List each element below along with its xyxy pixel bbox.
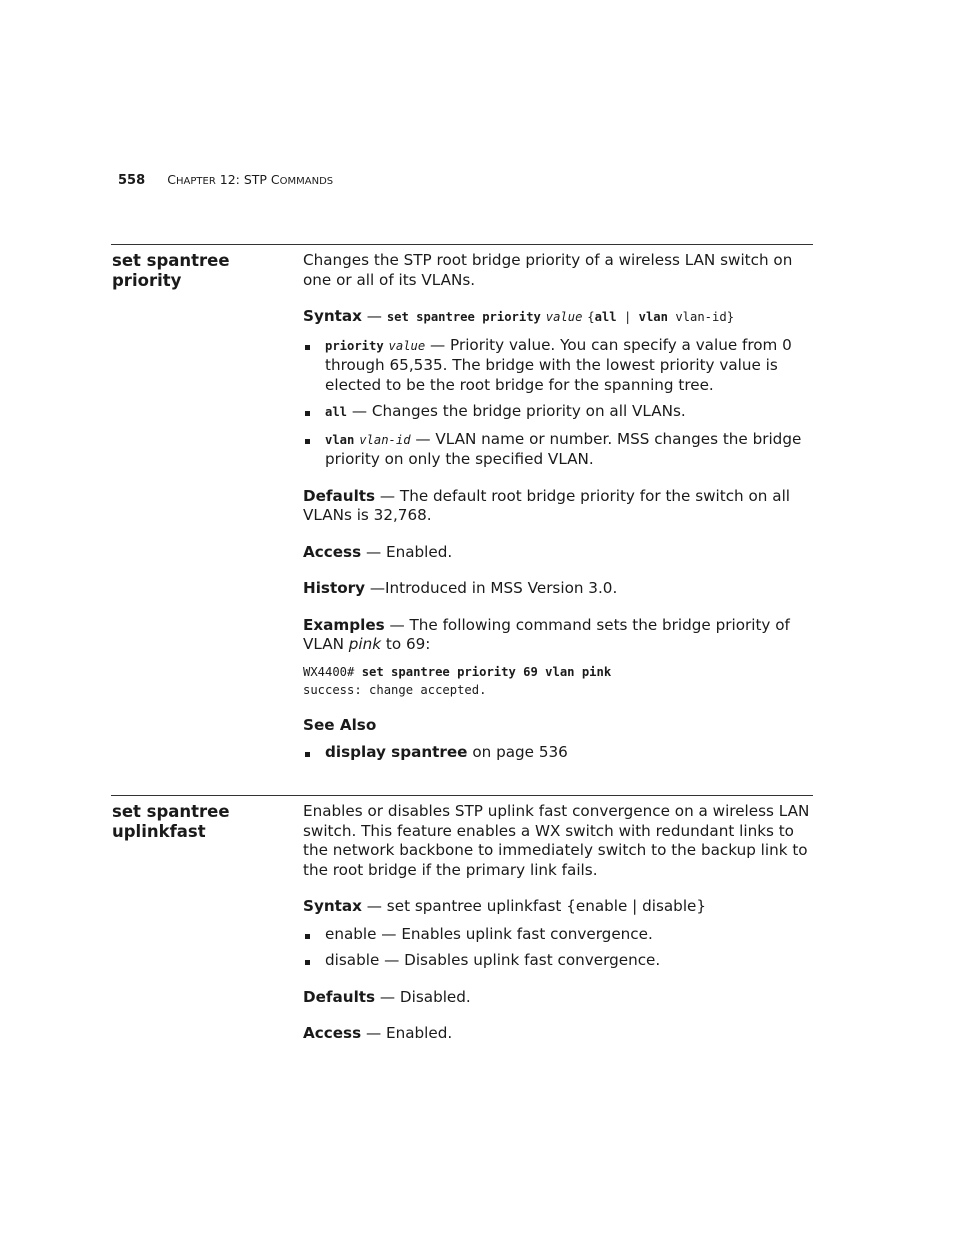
description: Enables or disables STP uplink fast convergence on a wireless LAN switch. This feature enables a WX switch with redundant links to the network backbone to immediately switch to the backup link to the root bridge if the primary link fails. — [303, 802, 810, 879]
list-item: vlan vlan-id — VLAN name or number. MSS changes the bridge priority on only the specified VLAN. — [303, 430, 815, 470]
list-item: disable — Disables uplink fast convergence. — [303, 951, 815, 971]
see-also-item[interactable]: display spantree on page 536 — [303, 743, 815, 763]
code-example: WX4400# set spantree priority 69 vlan pink success: change accepted. — [303, 664, 612, 697]
see-also-heading: See Also — [303, 715, 377, 734]
section-body-priority — [303, 251, 815, 763]
page-number: 558 — [118, 173, 146, 188]
defaults-line: Defaults — The default root bridge priority for the switch on all VLANs is 32,768. — [303, 486, 791, 524]
section-title-uplinkfast: set spantree uplinkfast — [112, 802, 230, 841]
syntax-line: Syntax — set spantree priority value {all | vlan vlan-id} — [303, 307, 735, 325]
section-divider — [111, 795, 813, 796]
see-also-list — [303, 743, 815, 763]
section-body-uplinkfast — [303, 802, 815, 1044]
examples-line: Examples — The following command sets the bridge priority of VLAN pink to 69: — [303, 615, 790, 653]
see-also-link[interactable]: display spantree — [325, 743, 468, 761]
running-header — [118, 172, 333, 188]
access-line: Access — Enabled. — [303, 542, 453, 561]
chapter-title: CHAPTER 12: STP COMMANDS — [167, 172, 334, 187]
section-divider — [111, 244, 813, 245]
syntax-line: Syntax — set spantree uplinkfast {enable | disable} — [303, 897, 707, 915]
history-line: History —Introduced in MSS Version 3.0. — [303, 579, 618, 597]
parameter-list — [303, 336, 815, 470]
defaults-line: Defaults — Disabled. — [303, 987, 471, 1006]
description: Changes the STP root bridge priority of a wireless LAN switch on one or all of its VLANs. — [303, 251, 793, 289]
section-title-priority: set spantree priority — [112, 251, 230, 290]
list-item: all — Changes the bridge priority on all VLANs. — [303, 402, 815, 423]
list-item: enable — Enables uplink fast convergence. — [303, 925, 815, 945]
list-item: priority value — Priority value. You can specify a value from 0 through 65,535. The bridge with the lowest priority value is elected to be the root bridge for the spanning tree. — [303, 336, 815, 396]
parameter-list — [303, 925, 815, 971]
access-line: Access — Enabled. — [303, 1024, 453, 1042]
